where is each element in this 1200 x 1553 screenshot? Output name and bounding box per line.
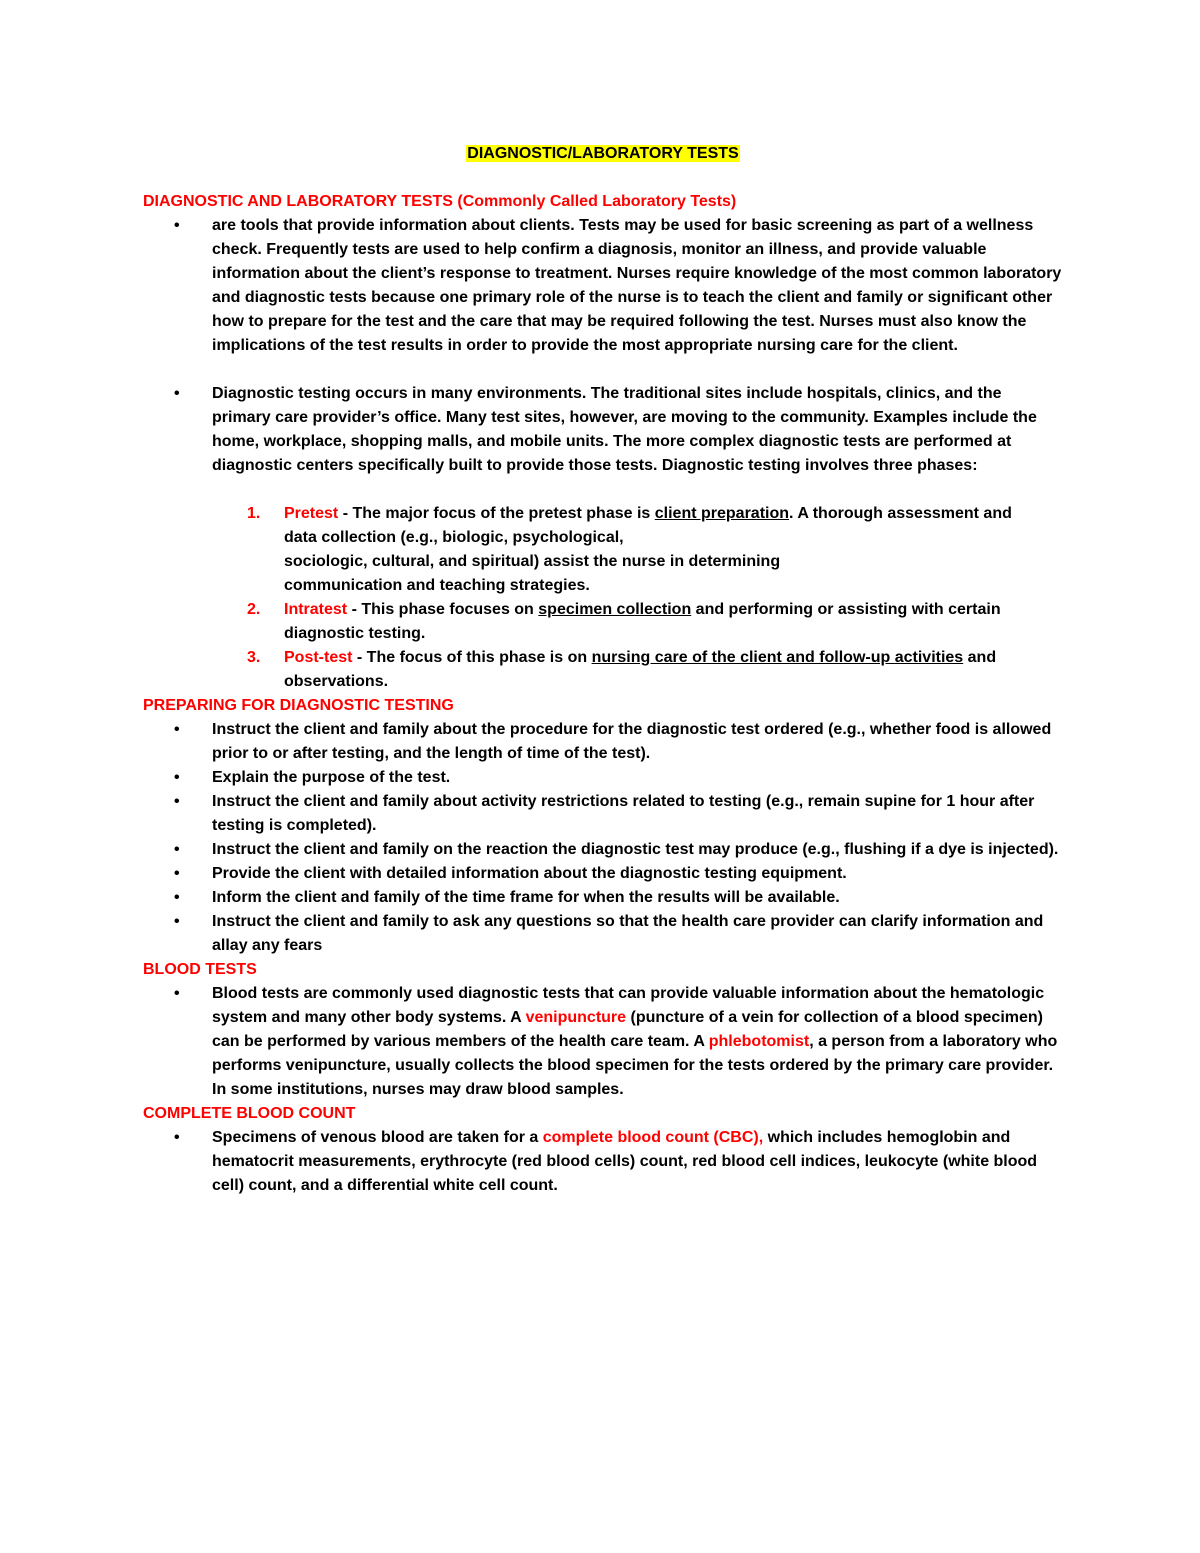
phase-separator: - bbox=[352, 649, 367, 666]
bullet-icon: • bbox=[174, 769, 180, 786]
phase-number: 3. bbox=[247, 649, 261, 666]
phase-line: data collection (e.g., biologic, psychological, bbox=[284, 529, 624, 546]
bullet-icon: • bbox=[174, 385, 180, 402]
phase-line: sociologic, cultural, and spiritual) assist the nurse in determining bbox=[284, 553, 781, 570]
section-heading-preparing-for-diagnostic-testing: PREPARING FOR DIAGNOSTIC TESTING bbox=[143, 697, 454, 714]
phase-text: and performing or assisting with certain diagnostic testing. bbox=[284, 601, 1001, 642]
list-item-text: Instruct the client and family about the procedure for the diagnostic test ordered (e.g., whether food is allowed prior to or after testing, and the length of time of the test). bbox=[212, 721, 1052, 762]
list-item bbox=[143, 886, 1063, 910]
list-item-text: (puncture of a vein for collection of a blood specimen) can be performed by various members of the health care team. A bbox=[212, 1009, 1043, 1050]
phase-number: 1. bbox=[247, 505, 261, 522]
list-item bbox=[143, 382, 1063, 478]
phase-text: This phase focuses on bbox=[361, 601, 539, 618]
phase-name: Intratest bbox=[284, 601, 348, 618]
phase-name: Pretest bbox=[284, 505, 339, 522]
bullet-icon: • bbox=[174, 217, 180, 234]
list-item-text: Blood tests are commonly used diagnostic tests that can provide valuable information about the hematologic system and many other body systems. A bbox=[212, 985, 1045, 1026]
list-item-text: are tools that provide information about clients. Tests may be used for basic screening as part of a wellness check. Frequently tests are used to help confirm a diagnosis, monitor an illness, and provide valuable information about the client’s response to treatment. Nurses require knowledge of the most common laboratory and diagnostic tests because one primary role of the nurse is to teach the client and family or significant other how to prepare for the test and the care that may be required following the test. Nurses must also know the implications of the test results in order to provide the most appropriate nursing care for the client. bbox=[212, 217, 1062, 354]
list-item-text: Provide the client with detailed information about the diagnostic testing equipment. bbox=[212, 865, 847, 882]
list-item bbox=[143, 214, 1063, 358]
bullet-icon: • bbox=[174, 793, 180, 810]
bullet-icon: • bbox=[174, 721, 180, 738]
phase-item-post-test bbox=[143, 646, 1063, 694]
highlighted-term: venipuncture bbox=[525, 1009, 627, 1026]
section1-bullet-list bbox=[143, 214, 1063, 478]
bullet-icon: • bbox=[174, 841, 180, 858]
list-item-text: Instruct the client and family on the reaction the diagnostic test may produce (e.g., flushing if a dye is injected). bbox=[212, 841, 1059, 858]
phase-line bbox=[284, 502, 1063, 526]
section-heading-subtitle: (Commonly Called Laboratory Tests) bbox=[457, 193, 737, 210]
phase-text: The focus of this phase is on bbox=[366, 649, 592, 666]
bullet-icon: • bbox=[174, 865, 180, 882]
list-item-text: Inform the client and family of the time frame for when the results will be available. bbox=[212, 889, 840, 906]
bullet-icon: • bbox=[174, 913, 180, 930]
section3-bullet-list bbox=[143, 982, 1063, 1102]
section-heading-complete-blood-count: COMPLETE BLOOD COUNT bbox=[143, 1105, 356, 1122]
phase-line: communication and teaching strategies. bbox=[284, 577, 590, 594]
list-item bbox=[143, 1126, 1063, 1198]
section-heading-diagnostic-laboratory-tests bbox=[143, 190, 1063, 214]
list-item-text: , a person from a laboratory who performs venipuncture, usually collects the blood specimen for the tests ordered by the primary care provider. In some institutions, nurses may draw blood samples. bbox=[212, 1033, 1058, 1098]
list-item-text: Specimens of venous blood are taken for a bbox=[212, 1129, 543, 1146]
list-item-text: Diagnostic testing occurs in many environments. The traditional sites include hospitals, clinics, and the primary care provider’s office. Many test sites, however, are moving to the community. Examples include the home, workplace, shopping malls, and mobile units. The more complex diagnostic tests are performed at diagnostic centers specifically built to provide those tests. Diagnostic testing involves three phases: bbox=[212, 385, 1037, 474]
section-heading-text: DIAGNOSTIC AND LABORATORY TESTS bbox=[143, 193, 453, 210]
document-page bbox=[143, 140, 1063, 1198]
list-item bbox=[143, 718, 1063, 766]
phase-separator: - bbox=[338, 505, 353, 522]
phase-name: Post-test bbox=[284, 649, 353, 666]
phase-text: and observations. bbox=[284, 649, 997, 690]
phase-number: 2. bbox=[247, 601, 261, 618]
section-heading-blood-tests: BLOOD TESTS bbox=[143, 961, 257, 978]
phases-list bbox=[143, 502, 1063, 694]
phase-separator: - bbox=[347, 601, 362, 618]
list-item bbox=[143, 862, 1063, 886]
section2-bullet-list bbox=[143, 718, 1063, 958]
document-title bbox=[143, 140, 1063, 168]
phase-text: The major focus of the pretest phase is bbox=[352, 505, 655, 522]
list-item bbox=[143, 790, 1063, 838]
bullet-icon: • bbox=[174, 985, 180, 1002]
list-item bbox=[143, 910, 1063, 958]
bullet-icon: • bbox=[174, 889, 180, 906]
phase-underlined-term: nursing care of the client and follow-up activities bbox=[591, 649, 964, 666]
phase-item-intratest bbox=[143, 598, 1063, 646]
document-title-text: DIAGNOSTIC/LABORATORY TESTS bbox=[467, 145, 739, 162]
phase-item-pretest bbox=[143, 502, 1063, 598]
list-item-text: Instruct the client and family to ask any questions so that the health care provider can clarify information and allay any fears bbox=[212, 913, 1044, 954]
list-item bbox=[143, 766, 1063, 790]
list-item-text: Instruct the client and family about activity restrictions related to testing (e.g., remain supine for 1 hour after testing is completed). bbox=[212, 793, 1035, 834]
highlighted-term: phlebotomist bbox=[708, 1033, 810, 1050]
phase-underlined-term: specimen collection bbox=[538, 601, 692, 618]
list-item bbox=[143, 838, 1063, 862]
highlighted-term: complete blood count (CBC), bbox=[542, 1129, 764, 1146]
list-item bbox=[143, 982, 1063, 1102]
section4-bullet-list bbox=[143, 1126, 1063, 1198]
list-item-text: which includes hemoglobin and hematocrit measurements, erythrocyte (red blood cells) count, red blood cell indices, leukocyte (white blood cell) count, and a differential white cell count. bbox=[212, 1129, 1038, 1194]
list-item-text: Explain the purpose of the test. bbox=[212, 769, 451, 786]
phase-text: . A thorough assessment and bbox=[789, 505, 1012, 522]
phase-underlined-term: client preparation bbox=[654, 505, 790, 522]
bullet-icon: • bbox=[174, 1129, 180, 1146]
